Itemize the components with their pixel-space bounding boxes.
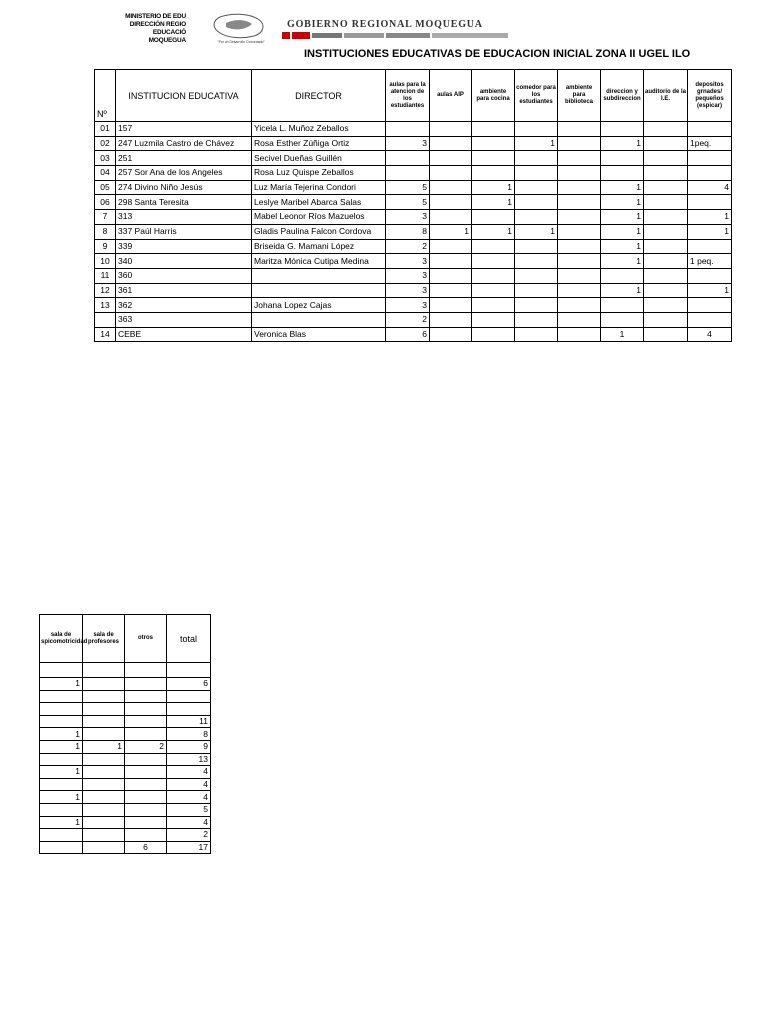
table-row xyxy=(95,151,732,166)
table-row xyxy=(95,283,732,298)
cell-comedor xyxy=(515,210,558,225)
document-title: INSTITUCIONES EDUCATIVAS DE EDUCACION INICIAL ZONA II UGEL ILO xyxy=(304,48,691,60)
cell-cocina xyxy=(472,254,515,269)
cell-aip xyxy=(430,283,472,298)
table-row xyxy=(40,728,211,741)
ministry-header xyxy=(100,13,186,45)
cell-profes xyxy=(83,703,125,716)
table-row xyxy=(95,210,732,225)
cell-depositos: 1 xyxy=(688,224,732,239)
cell-ie: 363 xyxy=(116,312,252,327)
cell-ie: 360 xyxy=(116,268,252,283)
cell-cocina xyxy=(472,122,515,137)
cell-biblioteca xyxy=(558,180,601,195)
cell-auditorio xyxy=(644,268,688,283)
cell-ie: 337 Paúl Harris xyxy=(116,224,252,239)
cell-psico xyxy=(40,753,83,766)
cell-psico xyxy=(40,715,83,728)
cell-director xyxy=(252,268,386,283)
cell-otros xyxy=(125,766,167,779)
cell-direccion: 1 xyxy=(601,327,644,342)
cell-aulas xyxy=(386,166,430,181)
table-row xyxy=(95,327,732,342)
cell-otros xyxy=(125,753,167,766)
cell-num: 03 xyxy=(95,151,116,166)
cell-total: 4 xyxy=(167,778,211,791)
cell-depositos: 4 xyxy=(688,180,732,195)
cell-num: 9 xyxy=(95,239,116,254)
cell-profes xyxy=(83,753,125,766)
cell-director: Veronica Blas xyxy=(252,327,386,342)
cell-profes xyxy=(83,663,125,678)
cell-director: Secivel Dueñas Guillén xyxy=(252,151,386,166)
table-row xyxy=(95,195,732,210)
table-row xyxy=(40,690,211,703)
cell-aip xyxy=(430,327,472,342)
cell-comedor xyxy=(515,122,558,137)
cell-cocina: 1 xyxy=(472,195,515,210)
cell-aip xyxy=(430,122,472,137)
cell-biblioteca xyxy=(558,195,601,210)
cell-aulas: 3 xyxy=(386,136,430,151)
cell-auditorio xyxy=(644,283,688,298)
header-row xyxy=(40,615,211,663)
table-row xyxy=(40,740,211,753)
cell-profes xyxy=(83,816,125,829)
cell-psico: 1 xyxy=(40,766,83,779)
regional-logo xyxy=(206,13,276,45)
cell-direccion xyxy=(601,151,644,166)
cell-auditorio xyxy=(644,166,688,181)
cell-total: 8 xyxy=(167,728,211,741)
cell-aip xyxy=(430,166,472,181)
cell-otros: 2 xyxy=(125,740,167,753)
cell-profes xyxy=(83,778,125,791)
cell-comedor xyxy=(515,312,558,327)
cell-direccion: 1 xyxy=(601,254,644,269)
cell-biblioteca xyxy=(558,283,601,298)
cell-direccion xyxy=(601,298,644,313)
cell-director: Yicela L. Muñoz Zeballos xyxy=(252,122,386,137)
table-row xyxy=(95,268,732,283)
cell-cocina xyxy=(472,239,515,254)
cell-depositos xyxy=(688,268,732,283)
cell-otros xyxy=(125,715,167,728)
cell-ie: 274 Divino Niño Jesús xyxy=(116,180,252,195)
cell-director xyxy=(252,283,386,298)
cell-aulas xyxy=(386,151,430,166)
cell-profes xyxy=(83,766,125,779)
cell-psico: 1 xyxy=(40,791,83,804)
cell-auditorio xyxy=(644,312,688,327)
cell-director: Briseida G. Mamani López xyxy=(252,239,386,254)
cell-aulas: 8 xyxy=(386,224,430,239)
cell-director: Rosa Luz Quispe Zeballos xyxy=(252,166,386,181)
cell-aip xyxy=(430,180,472,195)
header-row xyxy=(95,70,732,122)
cell-num: 11 xyxy=(95,268,116,283)
cell-aulas: 3 xyxy=(386,283,430,298)
cell-comedor: 1 xyxy=(515,224,558,239)
table-row xyxy=(40,766,211,779)
cell-total: 17 xyxy=(167,841,211,854)
col-direccion: direccion y subdireccion xyxy=(601,70,644,122)
government-title: GOBIERNO REGIONAL MOQUEGUA xyxy=(287,19,483,30)
cell-comedor xyxy=(515,298,558,313)
cell-num: 01 xyxy=(95,122,116,137)
cell-biblioteca xyxy=(558,239,601,254)
cell-psico: 1 xyxy=(40,816,83,829)
cell-direccion: 1 xyxy=(601,195,644,210)
cell-biblioteca xyxy=(558,166,601,181)
cell-depositos xyxy=(688,122,732,137)
cell-total: 4 xyxy=(167,816,211,829)
cell-num: 10 xyxy=(95,254,116,269)
col-aulas: aulas para la atencion de los estudiantes xyxy=(386,70,430,122)
cell-depositos xyxy=(688,312,732,327)
cell-psico: 1 xyxy=(40,678,83,691)
cell-direccion xyxy=(601,122,644,137)
cell-total: 6 xyxy=(167,678,211,691)
cell-otros xyxy=(125,678,167,691)
cell-psico: 1 xyxy=(40,728,83,741)
cell-biblioteca xyxy=(558,268,601,283)
cell-biblioteca xyxy=(558,151,601,166)
table-row xyxy=(40,678,211,691)
ministry-line: MOQUEGUA xyxy=(148,37,186,44)
cell-aip xyxy=(430,268,472,283)
cell-cocina xyxy=(472,312,515,327)
cell-otros xyxy=(125,663,167,678)
cell-otros xyxy=(125,816,167,829)
cell-profes xyxy=(83,841,125,854)
cell-profes xyxy=(83,803,125,816)
cell-otros: 6 xyxy=(125,841,167,854)
cell-depositos: 1 peq. xyxy=(688,254,732,269)
cell-depositos xyxy=(688,166,732,181)
table-row xyxy=(95,254,732,269)
cell-profes xyxy=(83,791,125,804)
cell-biblioteca xyxy=(558,254,601,269)
cell-total: 11 xyxy=(167,715,211,728)
cell-otros xyxy=(125,829,167,842)
cell-biblioteca xyxy=(558,298,601,313)
table-row xyxy=(40,803,211,816)
cell-direccion xyxy=(601,268,644,283)
cell-comedor xyxy=(515,151,558,166)
cell-total: 9 xyxy=(167,740,211,753)
cell-aip xyxy=(430,239,472,254)
cell-total xyxy=(167,703,211,716)
table-row xyxy=(95,312,732,327)
cell-ie: 247 Luzmila Castro de Chávez xyxy=(116,136,252,151)
cell-num: 02 xyxy=(95,136,116,151)
cell-profes xyxy=(83,728,125,741)
cell-aulas: 3 xyxy=(386,268,430,283)
cell-depositos xyxy=(688,298,732,313)
cell-total xyxy=(167,663,211,678)
table-row xyxy=(40,778,211,791)
cell-total xyxy=(167,690,211,703)
cell-comedor xyxy=(515,268,558,283)
cell-cocina xyxy=(472,298,515,313)
cell-ie: 313 xyxy=(116,210,252,225)
cell-biblioteca xyxy=(558,122,601,137)
cell-auditorio xyxy=(644,224,688,239)
cell-aulas: 5 xyxy=(386,195,430,210)
cell-num: 06 xyxy=(95,195,116,210)
cell-psico xyxy=(40,703,83,716)
cell-psico xyxy=(40,803,83,816)
ministry-line: DIRECCIÓN REGIO xyxy=(129,21,186,28)
table-row xyxy=(40,753,211,766)
cell-depositos: 4 xyxy=(688,327,732,342)
cell-profes xyxy=(83,829,125,842)
cell-cocina xyxy=(472,166,515,181)
cell-direccion: 1 xyxy=(601,239,644,254)
cell-director: Luz María Tejerina Condori xyxy=(252,180,386,195)
cell-cocina: 1 xyxy=(472,180,515,195)
cell-depositos xyxy=(688,151,732,166)
cell-depositos: 1peq. xyxy=(688,136,732,151)
cell-biblioteca xyxy=(558,136,601,151)
cell-cocina xyxy=(472,210,515,225)
cell-aip: 1 xyxy=(430,224,472,239)
table-row xyxy=(40,703,211,716)
col-psicomotricidad: sala de spicomotricidad xyxy=(40,615,83,663)
cell-direccion: 1 xyxy=(601,136,644,151)
cell-direccion: 1 xyxy=(601,283,644,298)
cell-cocina xyxy=(472,268,515,283)
col-cocina: ambiente para cocina xyxy=(472,70,515,122)
cell-director: Johana Lopez Cajas xyxy=(252,298,386,313)
cell-aulas xyxy=(386,122,430,137)
col-profesores: sala de profesores xyxy=(83,615,125,663)
cell-num xyxy=(95,312,116,327)
cell-ie: 339 xyxy=(116,239,252,254)
cell-depositos: 1 xyxy=(688,283,732,298)
table-row xyxy=(40,791,211,804)
col-num: Nº xyxy=(95,70,116,122)
cell-total: 4 xyxy=(167,766,211,779)
cell-aip xyxy=(430,195,472,210)
cell-biblioteca xyxy=(558,327,601,342)
cell-ie: 361 xyxy=(116,283,252,298)
cell-auditorio xyxy=(644,122,688,137)
cell-psico xyxy=(40,690,83,703)
extra-rooms-table xyxy=(39,614,211,854)
cell-ie: CEBE xyxy=(116,327,252,342)
cell-profes: 1 xyxy=(83,740,125,753)
col-director: DIRECTOR xyxy=(252,70,386,122)
cell-depositos xyxy=(688,195,732,210)
cell-ie: 257 Sor Ana de los Angeles xyxy=(116,166,252,181)
cell-direccion xyxy=(601,166,644,181)
col-auditorio: auditorio de la I.E. xyxy=(644,70,688,122)
cell-num: 12 xyxy=(95,283,116,298)
cell-director: Leslye Maribel Abarca Salas xyxy=(252,195,386,210)
table-row xyxy=(40,663,211,678)
cell-aip xyxy=(430,312,472,327)
cell-comedor xyxy=(515,327,558,342)
logo-strip xyxy=(282,32,512,39)
table-row xyxy=(95,122,732,137)
cell-ie: 251 xyxy=(116,151,252,166)
cell-otros xyxy=(125,690,167,703)
cell-num: 7 xyxy=(95,210,116,225)
cell-psico xyxy=(40,663,83,678)
cell-ie: 298 Santa Teresita xyxy=(116,195,252,210)
col-institucion: INSTITUCION EDUCATIVA xyxy=(116,70,252,122)
cell-total: 4 xyxy=(167,791,211,804)
cell-comedor xyxy=(515,180,558,195)
cell-biblioteca xyxy=(558,210,601,225)
cell-depositos: 1 xyxy=(688,210,732,225)
col-aip: aulas AIP xyxy=(430,70,472,122)
table-row xyxy=(95,239,732,254)
cell-profes xyxy=(83,715,125,728)
table-row xyxy=(95,224,732,239)
cell-total: 13 xyxy=(167,753,211,766)
cell-ie: 157 xyxy=(116,122,252,137)
cell-otros xyxy=(125,703,167,716)
cell-direccion: 1 xyxy=(601,180,644,195)
cell-comedor xyxy=(515,254,558,269)
cell-auditorio xyxy=(644,254,688,269)
cell-aulas: 3 xyxy=(386,210,430,225)
table-row xyxy=(95,298,732,313)
cell-cocina xyxy=(472,327,515,342)
cell-aulas: 6 xyxy=(386,327,430,342)
cell-total: 2 xyxy=(167,829,211,842)
cell-director: Maritza Mónica Cutipa Medina xyxy=(252,254,386,269)
cell-num: 14 xyxy=(95,327,116,342)
cell-director: Gladis Paulina Falcon Cordova xyxy=(252,224,386,239)
cell-psico xyxy=(40,829,83,842)
cell-otros xyxy=(125,778,167,791)
col-total: total xyxy=(167,615,211,663)
cell-aulas: 2 xyxy=(386,239,430,254)
cell-cocina xyxy=(472,283,515,298)
cell-ie: 340 xyxy=(116,254,252,269)
cell-otros xyxy=(125,791,167,804)
col-depositos: depositos grnades/ pequeños (espicar) xyxy=(688,70,732,122)
cell-num: 13 xyxy=(95,298,116,313)
cell-aulas: 3 xyxy=(386,254,430,269)
cell-aip xyxy=(430,254,472,269)
institutions-table xyxy=(94,69,732,342)
table-row xyxy=(40,816,211,829)
table-row xyxy=(40,715,211,728)
cell-aulas: 5 xyxy=(386,180,430,195)
table-row xyxy=(95,180,732,195)
cell-profes xyxy=(83,678,125,691)
col-biblioteca: ambiente para biblioteca xyxy=(558,70,601,122)
cell-comedor xyxy=(515,239,558,254)
cell-psico: 1 xyxy=(40,740,83,753)
ministry-line: MINISTERIO DE EDU xyxy=(125,13,186,20)
cell-aip xyxy=(430,210,472,225)
cell-auditorio xyxy=(644,180,688,195)
cell-num: 8 xyxy=(95,224,116,239)
cell-auditorio xyxy=(644,239,688,254)
cell-aulas: 2 xyxy=(386,312,430,327)
cell-auditorio xyxy=(644,210,688,225)
table-row xyxy=(95,136,732,151)
cell-biblioteca xyxy=(558,224,601,239)
cell-depositos xyxy=(688,239,732,254)
cell-psico xyxy=(40,778,83,791)
cell-aip xyxy=(430,136,472,151)
cell-direccion: 1 xyxy=(601,210,644,225)
cell-cocina: 1 xyxy=(472,224,515,239)
ministry-line: EDUCACIÓ xyxy=(152,29,186,36)
cell-ie: 362 xyxy=(116,298,252,313)
cell-psico xyxy=(40,841,83,854)
cell-cocina xyxy=(472,151,515,166)
cell-director: Rosa Esther Zúñiga Ortiz xyxy=(252,136,386,151)
cell-auditorio xyxy=(644,151,688,166)
cell-auditorio xyxy=(644,195,688,210)
cell-cocina xyxy=(472,136,515,151)
cell-otros xyxy=(125,803,167,816)
cell-aip xyxy=(430,151,472,166)
cell-director xyxy=(252,312,386,327)
cell-otros xyxy=(125,728,167,741)
cell-comedor xyxy=(515,283,558,298)
logo-slogan: "Por un Desarrollo Concertado" xyxy=(217,40,265,44)
table-row xyxy=(40,841,211,854)
cell-aip xyxy=(430,298,472,313)
cell-num: 05 xyxy=(95,180,116,195)
table-row xyxy=(40,829,211,842)
cell-comedor xyxy=(515,195,558,210)
cell-direccion xyxy=(601,312,644,327)
table-row xyxy=(95,166,732,181)
col-comedor: comedor para los estudiantes xyxy=(515,70,558,122)
cell-auditorio xyxy=(644,298,688,313)
cell-profes xyxy=(83,690,125,703)
col-otros: otros xyxy=(125,615,167,663)
cell-auditorio xyxy=(644,327,688,342)
cell-direccion: 1 xyxy=(601,224,644,239)
cell-comedor: 1 xyxy=(515,136,558,151)
cell-biblioteca xyxy=(558,312,601,327)
cell-total: 5 xyxy=(167,803,211,816)
cell-director: Mabel Leonor Ríos Mazuelos xyxy=(252,210,386,225)
cell-num: 04 xyxy=(95,166,116,181)
cell-auditorio xyxy=(644,136,688,151)
cell-comedor xyxy=(515,166,558,181)
cell-aulas: 3 xyxy=(386,298,430,313)
